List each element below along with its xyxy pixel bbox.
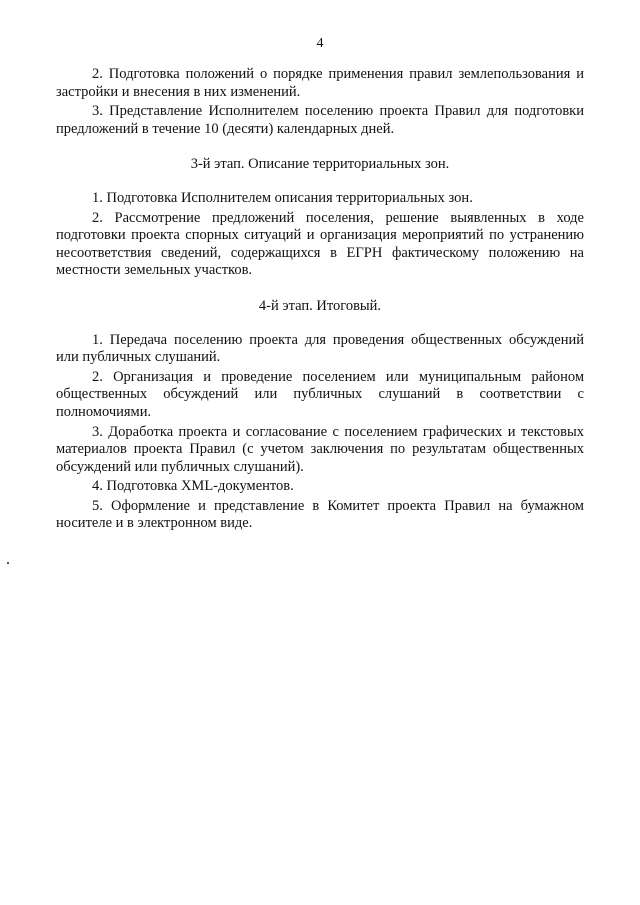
page-number: 4 — [316, 36, 324, 51]
list-item: 3. Доработка проекта и согласование с поселением графических и текстовых материалов проекта Правил (с учетом заключения по результатам общественных обсуждений или публичных слушаний). — [56, 423, 584, 475]
list-item: 1. Передача поселению проекта для проведения общественных обсуждений или публичных слушаний. — [56, 331, 584, 366]
list-item: 2. Рассмотрение предложений поселения, решение выявленных в ходе подготовки проекта спорных ситуаций и организация мероприятий по устранению несоответствия сведений, содержащихся в ЕГРН фактическому положению на местности земельных участков. — [56, 209, 584, 279]
section-heading: 4-й этап. Итоговый. — [258, 297, 382, 314]
list-item: 4. Подготовка XML-документов. — [92, 478, 294, 495]
section-stage3 — [56, 156, 584, 280]
section-heading: 3-й этап. Описание территориальных зон. — [190, 156, 450, 173]
list-item: 1. Подготовка Исполнителем описания территориальных зон. — [92, 189, 473, 206]
list-item: 3. Представление Исполнителем поселению проекта Правил для подготовки предложений в течение 10 (десяти) календарных дней. — [56, 103, 584, 137]
list-item: 2. Организация и проведение поселением или муниципальным районом общественных обсуждений или публичных слушаний в соответствии с полномочиями. — [56, 368, 584, 420]
list-item: 2. Подготовка положений о порядке применения правил землепользования и застройки и внесения в них изменений. — [56, 66, 584, 100]
document-body — [56, 66, 584, 535]
section-stage4 — [56, 298, 584, 533]
block-stage2-continuation — [56, 66, 584, 138]
scan-dot — [7, 562, 9, 564]
list-item: 5. Оформление и представление в Комитет проекта Правил на бумажном носителе и в электронном виде. — [56, 497, 584, 532]
